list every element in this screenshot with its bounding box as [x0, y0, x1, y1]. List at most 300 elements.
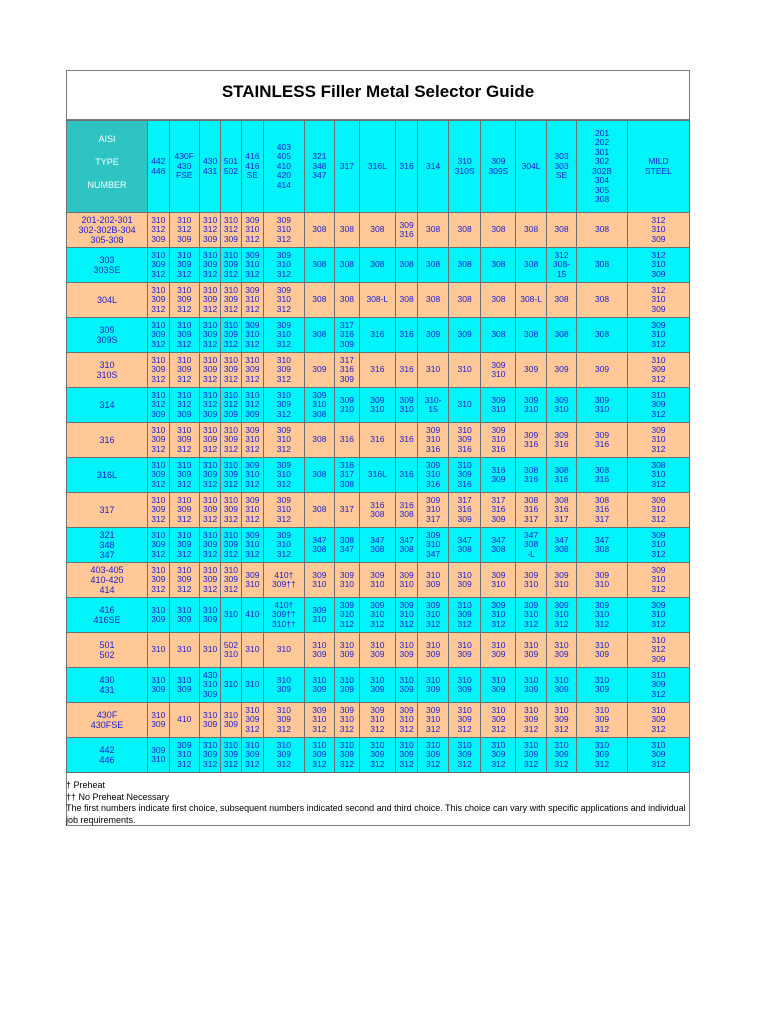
- table-cell: 310 309 312: [169, 353, 199, 388]
- table-cell: 309 310 312: [264, 458, 305, 493]
- table-cell: 310 309 312: [221, 423, 241, 458]
- table-cell: 310 309 312: [264, 353, 305, 388]
- table-cell: 309 310 312: [627, 493, 689, 528]
- table-cell: 310 309 312: [241, 353, 264, 388]
- table-cell: 309 310 312: [627, 528, 689, 563]
- corner-header-line: NUMBER: [87, 180, 127, 190]
- table-cell: 310 309: [448, 668, 481, 703]
- table-cell: 410† 309†† 310††: [264, 598, 305, 633]
- table-cell: 310 309: [418, 563, 448, 598]
- table-cell: 308: [481, 248, 516, 283]
- table-cell: 309 310 312: [481, 598, 516, 633]
- table-cell: 310 309 312: [627, 738, 689, 773]
- table-cell: 308: [304, 423, 334, 458]
- table-cell: 310: [264, 633, 305, 668]
- table-cell: 308: [395, 248, 418, 283]
- table-row: [67, 423, 690, 458]
- table-cell: 316: [359, 318, 395, 353]
- table-cell: 310 309: [304, 668, 334, 703]
- table-cell: 310 309 312: [448, 703, 481, 738]
- table-cell: 310 309 312: [169, 493, 199, 528]
- table-cell: 309 310 312: [169, 738, 199, 773]
- table-cell: 310 312 309: [199, 388, 220, 423]
- table-cell: 310 309: [304, 633, 334, 668]
- table-cell: 310: [221, 598, 241, 633]
- table-cell: 308: [577, 248, 628, 283]
- table-cell: 308: [577, 318, 628, 353]
- table-cell: 310 309 312: [546, 738, 576, 773]
- table-cell: 310 309 312: [264, 703, 305, 738]
- table-row: [67, 493, 690, 528]
- table-cell: 310 309 312: [221, 528, 241, 563]
- table-cell: 310: [199, 633, 220, 668]
- table-cell: 308: [516, 213, 546, 248]
- table-cell: 310 309 312: [221, 353, 241, 388]
- table-row: [67, 668, 690, 703]
- table-cell: 310 309: [359, 633, 395, 668]
- footnote-explanation: The first numbers indicate first choice, subsequent numbers indicated second and third choice. This choice can vary with specific applications and individual job requirements.: [66, 803, 686, 825]
- table-cell: 347 308: [395, 528, 418, 563]
- table-cell: 309 310: [359, 563, 395, 598]
- table-cell: 308: [546, 213, 576, 248]
- table-cell: 309 310: [481, 563, 516, 598]
- table-cell: 309 310 312: [359, 703, 395, 738]
- column-header: 201 202 301 302 302B 304 305 308: [577, 121, 628, 213]
- table-cell: 308: [577, 283, 628, 318]
- table-cell: 310 309 312: [448, 738, 481, 773]
- table-cell: 310 309: [359, 668, 395, 703]
- table-cell: 347 308: [481, 528, 516, 563]
- column-header: 321 348 347: [304, 121, 334, 213]
- table-cell: 310 309 312: [221, 563, 241, 598]
- table-cell: 310 309 312: [148, 528, 169, 563]
- table-cell: 310 309 312: [148, 283, 169, 318]
- table-cell: 310 309: [395, 668, 418, 703]
- table-cell: 309 310 312: [264, 213, 305, 248]
- table-cell: 310 309 312: [169, 283, 199, 318]
- table-cell: 310 309 312: [221, 738, 241, 773]
- table-cell: 309 316: [395, 213, 418, 248]
- table-cell: 310 309 312: [199, 458, 220, 493]
- table-cell: 309 310: [395, 388, 418, 423]
- table-cell: 308: [546, 318, 576, 353]
- table-cell: 309 310: [481, 388, 516, 423]
- row-header: 316L: [67, 458, 148, 493]
- table-cell: 310 309 312: [199, 248, 220, 283]
- table-cell: 317 316 309: [335, 318, 360, 353]
- table-cell: 309 310: [516, 388, 546, 423]
- table-row: [67, 528, 690, 563]
- table-cell: 308: [418, 248, 448, 283]
- table-cell: 310 312 309: [221, 213, 241, 248]
- table-cell: 308: [304, 318, 334, 353]
- table-cell: 347 308: [359, 528, 395, 563]
- row-header: 317: [67, 493, 148, 528]
- table-cell: 310 309: [516, 633, 546, 668]
- table-cell: 308: [335, 283, 360, 318]
- table-cell: 308 316: [546, 458, 576, 493]
- table-cell: 310 309 312: [199, 283, 220, 318]
- table-cell: 308: [418, 213, 448, 248]
- row-header: 501 502: [67, 633, 148, 668]
- table-row: [67, 738, 690, 773]
- table-cell: 309 310: [359, 388, 395, 423]
- table-cell: 308: [304, 493, 334, 528]
- table-cell: 347 308: [546, 528, 576, 563]
- column-header: 316L: [359, 121, 395, 213]
- table-cell: 309: [577, 353, 628, 388]
- table-cell: 310 309: [148, 598, 169, 633]
- table-cell: 310 309: [448, 633, 481, 668]
- table-cell: 308: [481, 213, 516, 248]
- table-cell: 310 309 312: [304, 738, 334, 773]
- table-cell: 316 308: [359, 493, 395, 528]
- table-cell: 310 309: [169, 668, 199, 703]
- table-cell: 310 309 316: [448, 423, 481, 458]
- table-cell: 309 310: [546, 563, 576, 598]
- table-cell: 316: [359, 353, 395, 388]
- table-cell: 310 309 312: [199, 318, 220, 353]
- row-header: 416 416SE: [67, 598, 148, 633]
- table-cell: 310 309: [335, 668, 360, 703]
- table-cell: 310: [241, 633, 264, 668]
- table-cell: 347 308: [304, 528, 334, 563]
- table-cell: 310 309: [335, 633, 360, 668]
- table-cell: 308: [304, 283, 334, 318]
- table-cell: 310 309 312: [418, 738, 448, 773]
- table-cell: 308 316: [577, 458, 628, 493]
- table-cell: 309: [546, 353, 576, 388]
- table-cell: 309 310: [577, 563, 628, 598]
- table-row: [67, 633, 690, 668]
- table-row: [67, 458, 690, 493]
- table-row: [67, 318, 690, 353]
- table-cell: 310 309 312: [221, 458, 241, 493]
- table-cell: 310 309 312: [627, 703, 689, 738]
- column-header: 309 309S: [481, 121, 516, 213]
- row-header: 403-405 410-420 414: [67, 563, 148, 598]
- table-cell: 310 309 312: [169, 563, 199, 598]
- table-cell: 310 309: [481, 668, 516, 703]
- table-cell: 310: [169, 633, 199, 668]
- table-cell: 308: [359, 213, 395, 248]
- row-header: 430 431: [67, 668, 148, 703]
- table-cell: 308: [481, 318, 516, 353]
- table-cell: 310 309 312: [148, 318, 169, 353]
- table-cell: 410† 309††: [264, 563, 305, 598]
- table-cell: 309 310 312: [577, 598, 628, 633]
- column-header: 310 310S: [448, 121, 481, 213]
- table-cell: 309 316: [546, 423, 576, 458]
- table-cell: 310 312 309: [169, 213, 199, 248]
- row-header: 430F 430FSE: [67, 703, 148, 738]
- table-cell: 310 309: [448, 563, 481, 598]
- table-cell: 308: [304, 458, 334, 493]
- table-cell: 310 309 312: [627, 668, 689, 703]
- table-cell: 310 309: [481, 633, 516, 668]
- table-cell: 317 316 309: [481, 493, 516, 528]
- table-cell: 310 309 312: [169, 318, 199, 353]
- column-header: MILD STEEL: [627, 121, 689, 213]
- table-cell: 316: [395, 423, 418, 458]
- table-cell: 309 310 312: [418, 598, 448, 633]
- table-cell: 309 310 312: [627, 598, 689, 633]
- table-cell: 309 310 316: [418, 423, 448, 458]
- table-cell: 309 310: [516, 563, 546, 598]
- table-cell: 310 309: [264, 668, 305, 703]
- table-cell: 309: [304, 353, 334, 388]
- table-cell: 309 310 312: [241, 528, 264, 563]
- table-cell: 310- 15: [418, 388, 448, 423]
- table-cell: 309 310 312: [516, 598, 546, 633]
- table-cell: 310: [448, 388, 481, 423]
- table-cell: 347 308: [577, 528, 628, 563]
- table-cell: 502 310: [221, 633, 241, 668]
- table-cell: 309 310 312: [627, 563, 689, 598]
- table-cell: 310 312 309: [169, 388, 199, 423]
- table-cell: 312 308- 15: [546, 248, 576, 283]
- table-cell: 309 310: [577, 388, 628, 423]
- table-cell: 316: [395, 353, 418, 388]
- table-cell: 310: [418, 353, 448, 388]
- table-cell: 310 309 312: [199, 423, 220, 458]
- table-cell: 316 308: [395, 493, 418, 528]
- table-cell: 309 310: [546, 388, 576, 423]
- table-cell: 309 310 312: [335, 598, 360, 633]
- table-cell: 310 309 312: [148, 458, 169, 493]
- table-cell: 316L: [359, 458, 395, 493]
- table-cell: 310 309 312: [627, 353, 689, 388]
- table-cell: 310 309 312: [169, 458, 199, 493]
- table-cell: 308 316: [516, 458, 546, 493]
- table-cell: 310 309: [395, 633, 418, 668]
- column-header: 430 431: [199, 121, 220, 213]
- table-cell: 309 310 312: [395, 598, 418, 633]
- table-cell: 309 310 316: [481, 423, 516, 458]
- table-cell: 310 309 312: [516, 738, 546, 773]
- table-cell: 310 309 312: [577, 703, 628, 738]
- table-cell: 309 310 312: [241, 458, 264, 493]
- table-cell: 310 309 312: [199, 528, 220, 563]
- column-header: 316: [395, 121, 418, 213]
- table-cell: 309 310 347: [418, 528, 448, 563]
- table-cell: 310 309 312: [169, 248, 199, 283]
- table-cell: 316 317 308: [335, 458, 360, 493]
- table-cell: 310: [148, 633, 169, 668]
- table-cell: 308: [448, 283, 481, 318]
- table-cell: 310 309 312: [148, 493, 169, 528]
- row-header: 321 348 347: [67, 528, 148, 563]
- table-cell: 310 309 312: [627, 388, 689, 423]
- table-cell: 309 310: [335, 388, 360, 423]
- table-row: [67, 703, 690, 738]
- table-cell: 309 310 312: [264, 528, 305, 563]
- table-cell: 310 309 312: [199, 353, 220, 388]
- table-cell: 309 316: [516, 423, 546, 458]
- table-cell: 308-L: [359, 283, 395, 318]
- row-header: 303 303SE: [67, 248, 148, 283]
- table-cell: 309 310 312: [241, 493, 264, 528]
- column-header: 317: [335, 121, 360, 213]
- column-header: 442 446: [148, 121, 169, 213]
- column-header: 403 405 410 420 414: [264, 121, 305, 213]
- table-cell: 310 312 309: [221, 388, 241, 423]
- row-header: 310 310S: [67, 353, 148, 388]
- table-cell: 310 309 312: [264, 388, 305, 423]
- table-cell: 308 310 312: [627, 458, 689, 493]
- table-cell: 309 310 317: [418, 493, 448, 528]
- table-cell: 308: [395, 283, 418, 318]
- table-row: [67, 248, 690, 283]
- table-cell: 308: [418, 283, 448, 318]
- table-cell: 310 309: [577, 633, 628, 668]
- table-cell: 310 309 312: [169, 528, 199, 563]
- table-cell: 310 309 312: [395, 738, 418, 773]
- table-cell: 310 312 309: [241, 388, 264, 423]
- table-cell: 309: [516, 353, 546, 388]
- table-cell: 309 310 312: [264, 493, 305, 528]
- table-cell: 308: [304, 213, 334, 248]
- column-header: 304L: [516, 121, 546, 213]
- table-cell: 310 309: [516, 668, 546, 703]
- table-cell: 308: [481, 283, 516, 318]
- corner-header: [67, 121, 148, 213]
- table-cell: 308: [448, 213, 481, 248]
- table-cell: 410: [241, 598, 264, 633]
- table-row: [67, 283, 690, 318]
- table-cell: 308: [304, 248, 334, 283]
- table-cell: 310 312 309: [148, 388, 169, 423]
- page-title: STAINLESS Filler Metal Selector Guide: [221, 82, 535, 101]
- table-cell: 308: [516, 318, 546, 353]
- table-cell: 308: [448, 248, 481, 283]
- table-cell: 310 309 312: [221, 493, 241, 528]
- table-cell: 310 309: [148, 703, 169, 738]
- table-cell: 310: [448, 353, 481, 388]
- column-header: 501 502: [221, 121, 241, 213]
- row-header: 304L: [67, 283, 148, 318]
- table-cell: 310 309 312: [148, 248, 169, 283]
- row-header: 309 309S: [67, 318, 148, 353]
- table-cell: 309 310: [481, 353, 516, 388]
- table-cell: 316 309: [481, 458, 516, 493]
- table-cell: 317: [335, 493, 360, 528]
- table-cell: 309 310 312: [264, 423, 305, 458]
- footnote-no-preheat: †† No Preheat Necessary: [66, 791, 170, 802]
- table-cell: 310: [221, 668, 241, 703]
- table-cell: 309 316: [577, 423, 628, 458]
- table-cell: 308 316 317: [577, 493, 628, 528]
- table-cell: 317 316 309: [335, 353, 360, 388]
- footnote-preheat: † Preheat: [66, 780, 106, 790]
- table-cell: 309 310 312: [241, 318, 264, 353]
- table-cell: 309 310 312: [241, 423, 264, 458]
- table-cell: 310 309: [169, 598, 199, 633]
- column-header: 303 303 SE: [546, 121, 576, 213]
- footnotes: [66, 780, 690, 826]
- table-cell: 310 309: [199, 703, 220, 738]
- table-cell: 310 309 312: [264, 738, 305, 773]
- table-row: [67, 388, 690, 423]
- column-header: 416 416 SE: [241, 121, 264, 213]
- table-cell: 310 309 312: [221, 248, 241, 283]
- table-cell: 310 309 312: [199, 493, 220, 528]
- table-cell: 430 310 309: [199, 668, 220, 703]
- row-header: 442 446: [67, 738, 148, 773]
- column-header: 314: [418, 121, 448, 213]
- table-cell: 309 310 312: [546, 598, 576, 633]
- table-cell: 310 309 312: [335, 738, 360, 773]
- table-cell: 310 309: [546, 633, 576, 668]
- table-cell: 347 308: [448, 528, 481, 563]
- table-cell: 410: [169, 703, 199, 738]
- table-cell: 310 309 316: [448, 458, 481, 493]
- table-cell: 310 309 312: [359, 738, 395, 773]
- table-cell: 317 316 309: [448, 493, 481, 528]
- table-cell: 309 310 312: [264, 283, 305, 318]
- table-cell: 309 310 312: [264, 248, 305, 283]
- table-cell: 309 310 308: [304, 388, 334, 423]
- table-cell: 316: [335, 423, 360, 458]
- table-cell: 310 309 312: [241, 738, 264, 773]
- table-cell: 316: [359, 423, 395, 458]
- table-cell: 310 309 312: [148, 563, 169, 598]
- table-row: [67, 598, 690, 633]
- table-cell: 309 310 316: [418, 458, 448, 493]
- table-cell: 309 310 312: [418, 703, 448, 738]
- table-cell: 308: [335, 248, 360, 283]
- table-cell: 309: [448, 318, 481, 353]
- table-cell: 310 309 312: [221, 283, 241, 318]
- table-cell: 310 309 312: [199, 563, 220, 598]
- table-cell: 310 309: [418, 668, 448, 703]
- table-cell: 312 310 309: [627, 248, 689, 283]
- table-cell: 310 309 312: [169, 423, 199, 458]
- corner-header-line: TYPE: [95, 157, 119, 167]
- table-cell: 308 347: [335, 528, 360, 563]
- table-cell: 309 310: [395, 563, 418, 598]
- table-cell: 310 309 312: [577, 738, 628, 773]
- table-cell: 309 310 312: [395, 703, 418, 738]
- table-cell: 310 312 309: [627, 633, 689, 668]
- table-cell: 310 309 312: [481, 738, 516, 773]
- table-cell: 308-L: [516, 283, 546, 318]
- header-row: [67, 121, 690, 213]
- table-cell: 308 316 317: [516, 493, 546, 528]
- table-cell: 309 310 312: [304, 703, 334, 738]
- table-cell: 309 310 312: [627, 318, 689, 353]
- table-cell: 309 310 312: [241, 248, 264, 283]
- table-cell: 310: [241, 668, 264, 703]
- table-cell: 309 310 312: [359, 598, 395, 633]
- table-cell: 316: [395, 458, 418, 493]
- table-cell: 309: [418, 318, 448, 353]
- table-cell: 310 309 312: [448, 598, 481, 633]
- table-cell: 310 309: [148, 668, 169, 703]
- table-cell: 310 309: [199, 598, 220, 633]
- table-row: [67, 213, 690, 248]
- table-cell: 310 309 312: [516, 703, 546, 738]
- table-cell: 347 308 -L: [516, 528, 546, 563]
- table-cell: 310 309: [418, 633, 448, 668]
- table-cell: 310 312 309: [148, 213, 169, 248]
- table-cell: 310 309 312: [546, 703, 576, 738]
- table-cell: 309 310 312: [241, 283, 264, 318]
- table-cell: 310 309 312: [199, 738, 220, 773]
- row-header: 316: [67, 423, 148, 458]
- table-cell: 310 309 312: [241, 703, 264, 738]
- table-cell: 310 309 312: [221, 318, 241, 353]
